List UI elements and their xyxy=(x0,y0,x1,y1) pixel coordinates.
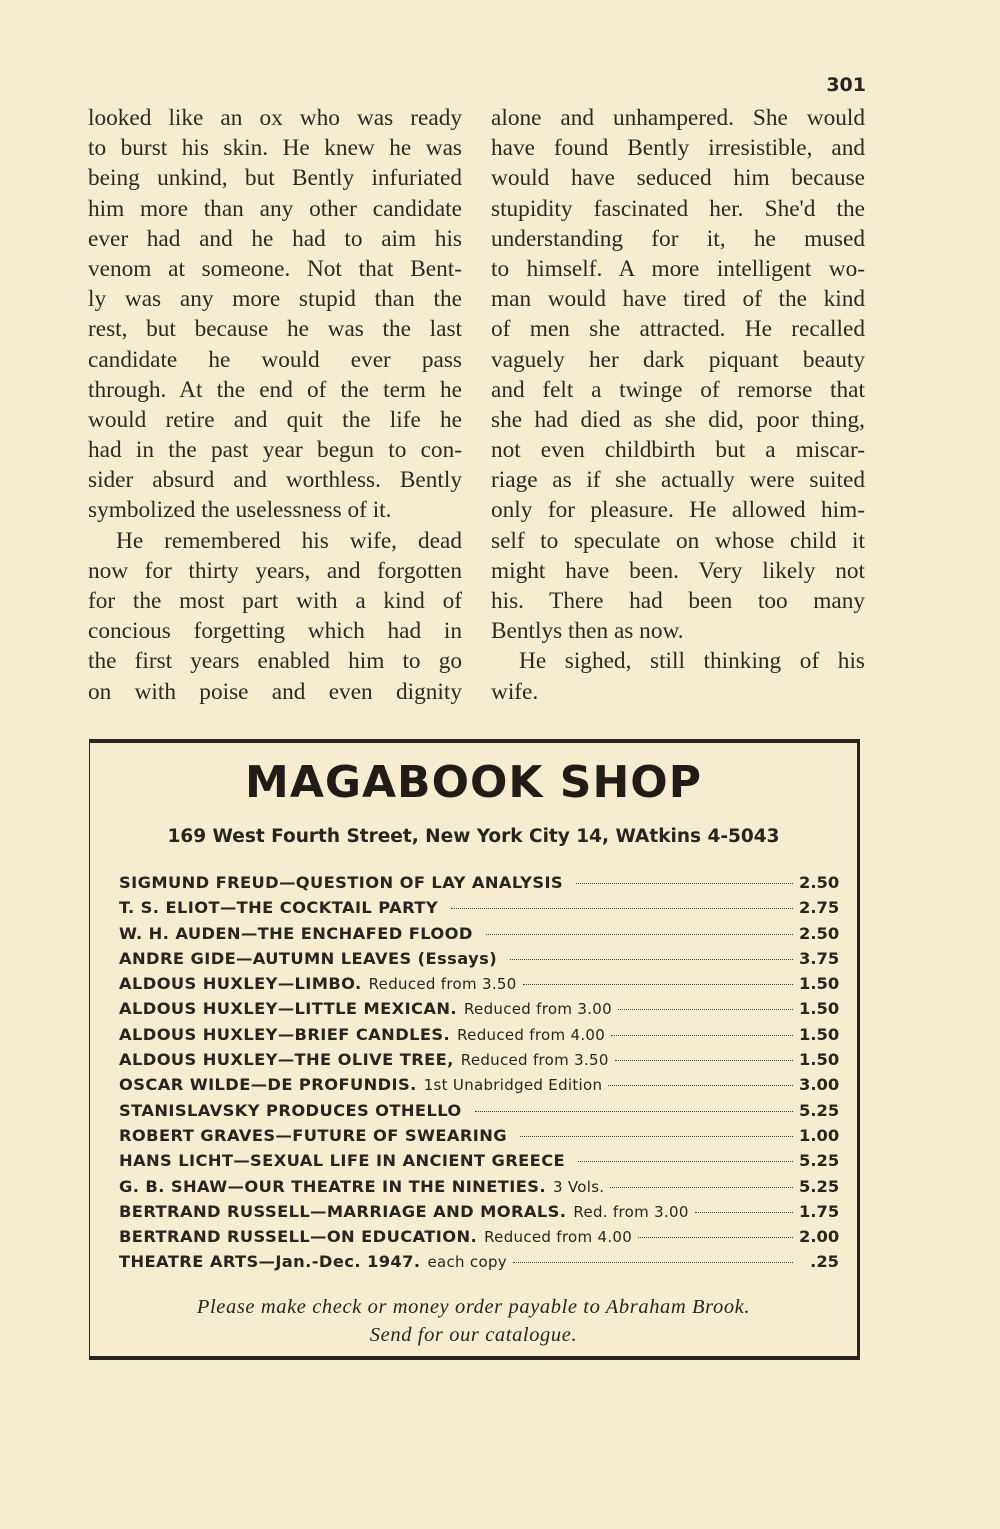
book-note: each copy xyxy=(427,1253,507,1272)
text-line: of men she attracted. He recalled xyxy=(491,316,865,343)
dot-leader xyxy=(695,1212,793,1213)
text-line: venom at someone. Not that Bent- xyxy=(88,255,462,282)
dot-leader xyxy=(513,1262,793,1263)
book-price: 1.75 xyxy=(799,1201,840,1221)
dot-leader xyxy=(615,1060,793,1061)
book-title: ROBERT GRAVES—FUTURE OF SWEARING xyxy=(119,1125,508,1145)
book-price: 2.75 xyxy=(799,898,840,918)
book-note: 3 Vols. xyxy=(552,1177,605,1196)
book-price: .25 xyxy=(810,1252,839,1272)
book-row xyxy=(119,1202,839,1227)
book-row xyxy=(119,924,839,949)
book-row xyxy=(119,873,839,898)
book-list xyxy=(119,873,839,1278)
ad-note-line: Send for our catalogue. xyxy=(369,1324,578,1346)
text-line: now for thirty years, and forgotten xyxy=(88,557,462,584)
book-title: W. H. AUDEN—THE ENCHAFED FLOOD xyxy=(119,923,473,943)
text-line: wife. xyxy=(491,678,539,705)
page-number: 301 xyxy=(826,74,866,96)
book-row xyxy=(119,949,839,974)
book-row xyxy=(119,1227,839,1252)
book-note: Reduced from 4.00 xyxy=(457,1025,606,1044)
ad-title: MAGABOOK SHOP xyxy=(245,757,702,808)
book-note: Reduced from 3.50 xyxy=(368,975,517,994)
book-price: 1.50 xyxy=(799,1050,840,1070)
book-row xyxy=(119,1075,839,1100)
book-title: G. B. SHAW—OUR THEATRE IN THE NINETIES. xyxy=(119,1176,546,1196)
book-price: 1.50 xyxy=(799,1024,840,1044)
dot-leader xyxy=(608,1085,793,1086)
text-line: would retire and quit the life he xyxy=(88,406,462,433)
text-line: being unkind, but Bently infuriated xyxy=(88,165,462,192)
text-line: on with poise and even dignity xyxy=(88,678,462,705)
text-line: He remembered his wife, dead xyxy=(116,527,462,554)
book-title: ALDOUS HUXLEY—LIMBO. xyxy=(119,974,362,994)
book-price: 2.00 xyxy=(799,1227,840,1247)
book-price: 5.25 xyxy=(799,1100,840,1120)
text-line: might have been. Very likely not xyxy=(491,557,865,584)
book-price: 1.50 xyxy=(799,974,840,994)
ad-ordering-note xyxy=(90,1293,857,1349)
book-price: 1.50 xyxy=(799,999,840,1019)
text-line: to himself. A more intelligent wo- xyxy=(491,255,865,282)
book-title: SIGMUND FREUD—QUESTION OF LAY ANALYSIS xyxy=(119,873,564,892)
text-line: him more than any other candidate xyxy=(88,195,462,222)
text-line: alone and unhampered. She would xyxy=(491,105,865,131)
text-line: to burst his skin. He knew he was xyxy=(88,135,462,162)
text-line: sider absurd and worthless. Bently xyxy=(88,467,462,494)
text-line: candidate he would ever pass xyxy=(88,346,462,373)
dot-leader xyxy=(576,883,793,884)
book-title: ALDOUS HUXLEY—THE OLIVE TREE, xyxy=(119,1050,454,1070)
ad-note-line: Please make check or money order payable to Abraham Brook. xyxy=(196,1296,751,1318)
dot-leader xyxy=(520,1136,793,1137)
text-line: not even childbirth but a miscar- xyxy=(491,437,865,464)
book-title: BERTRAND RUSSELL—MARRIAGE AND MORALS. xyxy=(119,1201,567,1221)
book-note: Reduced from 4.00 xyxy=(484,1228,633,1247)
book-row xyxy=(119,1177,839,1202)
dot-leader xyxy=(451,908,793,909)
text-line: vaguely her dark piquant beauty xyxy=(491,346,865,373)
right-column xyxy=(491,103,865,707)
dot-leader xyxy=(510,959,793,960)
book-title: HANS LICHT—SEXUAL LIFE IN ANCIENT GREECE xyxy=(119,1151,566,1171)
bookshop-advertisement xyxy=(89,739,860,1360)
text-line: symbolized the uselessness of it. xyxy=(88,497,392,524)
book-row xyxy=(119,1126,839,1151)
text-line: stupidity fascinated her. She'd the xyxy=(491,195,865,222)
text-line: man would have tired of the kind xyxy=(491,286,865,313)
dot-leader xyxy=(638,1237,793,1238)
text-line: riage as if she actually were suited xyxy=(491,467,865,494)
text-line: concious forgetting which had in xyxy=(88,618,462,645)
text-line: had in the past year begun to con- xyxy=(88,437,462,464)
text-line: understanding for it, he mused xyxy=(491,225,865,252)
text-line: she had died as she did, poor thing, xyxy=(491,406,865,433)
book-price: 2.50 xyxy=(799,923,840,943)
dot-leader xyxy=(475,1111,793,1112)
text-line: self to speculate on whose child it xyxy=(491,527,865,554)
text-line: for the most part with a kind of xyxy=(88,588,462,614)
text-line: the first years enabled him to go xyxy=(88,648,462,675)
book-row xyxy=(119,1050,839,1075)
book-title: STANISLAVSKY PRODUCES OTHELLO xyxy=(119,1100,462,1120)
book-row xyxy=(119,999,839,1024)
book-price: 2.50 xyxy=(799,873,840,892)
book-note: Reduced from 3.50 xyxy=(460,1051,609,1070)
dot-leader xyxy=(523,984,793,985)
book-row xyxy=(119,1151,839,1176)
text-line: and felt a twinge of remorse that xyxy=(491,376,865,403)
book-price: 3.00 xyxy=(799,1075,840,1095)
dot-leader xyxy=(611,1035,793,1036)
book-title: THEATRE ARTS—Jan.-Dec. 1947. xyxy=(119,1252,421,1272)
text-line: He sighed, still thinking of his xyxy=(519,648,865,675)
book-title: ALDOUS HUXLEY—LITTLE MEXICAN. xyxy=(119,999,457,1019)
book-title: BERTRAND RUSSELL—ON EDUCATION. xyxy=(119,1227,478,1247)
text-line: looked like an ox who was ready xyxy=(88,105,462,131)
book-row xyxy=(119,974,839,999)
book-row xyxy=(119,1252,839,1277)
text-line: rest, but because he was the last xyxy=(88,316,462,343)
book-note: Red. from 3.00 xyxy=(573,1202,689,1221)
book-price: 3.75 xyxy=(799,948,840,968)
text-line: ever had and he had to aim his xyxy=(88,225,462,252)
text-line: ly was any more stupid than the xyxy=(88,286,462,313)
dot-leader xyxy=(486,934,793,935)
dot-leader xyxy=(618,1009,793,1010)
book-title: ALDOUS HUXLEY—BRIEF CANDLES. xyxy=(119,1024,451,1044)
book-title: OSCAR WILDE—DE PROFUNDIS. xyxy=(119,1075,417,1095)
text-line: would have seduced him because xyxy=(491,165,865,192)
book-price: 5.25 xyxy=(799,1176,840,1196)
book-row xyxy=(119,1101,839,1126)
book-price: 5.25 xyxy=(799,1151,840,1171)
book-row xyxy=(119,898,839,923)
book-note: 1st Unabridged Edition xyxy=(423,1076,603,1095)
text-line: have found Bently irresistible, and xyxy=(491,135,865,162)
book-price: 1.00 xyxy=(799,1125,840,1145)
text-line: through. At the end of the term he xyxy=(88,376,462,403)
dot-leader xyxy=(610,1187,793,1188)
text-line: his. There had been too many xyxy=(491,588,865,614)
book-title: ANDRE GIDE—AUTUMN LEAVES (Essays) xyxy=(119,948,498,968)
book-note: Reduced from 3.00 xyxy=(464,1000,612,1019)
book-row xyxy=(119,1025,839,1050)
text-line: Bentlys then as now. xyxy=(491,618,684,645)
dot-leader xyxy=(578,1161,793,1162)
book-title: T. S. ELIOT—THE COCKTAIL PARTY xyxy=(119,898,439,918)
ad-address: 169 West Fourth Street, New York City 14, WAtkins 4-5043 xyxy=(167,826,780,847)
left-column xyxy=(88,103,462,707)
text-line: only for pleasure. He allowed him- xyxy=(491,497,865,524)
